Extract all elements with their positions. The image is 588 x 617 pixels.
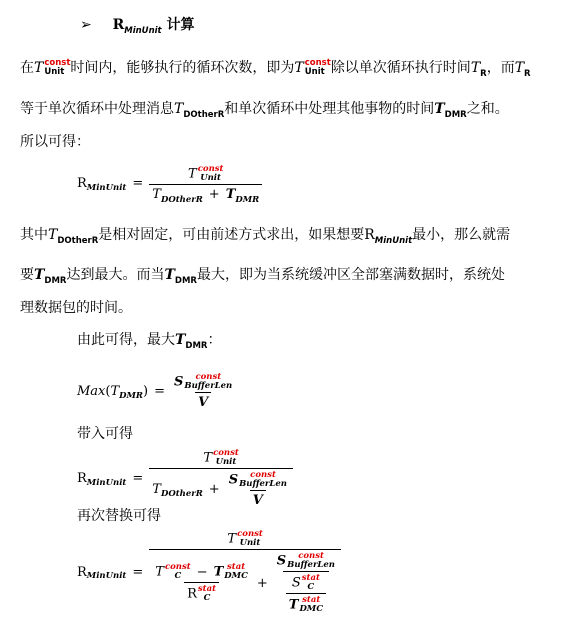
para-line-6: 理数据包的时间。 bbox=[20, 300, 132, 316]
equals-sign: = bbox=[132, 176, 144, 191]
text: 除以单次循环执行时间 bbox=[330, 60, 471, 76]
sub-C: C bbox=[203, 593, 211, 603]
var-R: R bbox=[77, 564, 87, 580]
fraction bbox=[149, 164, 262, 205]
var-T: T bbox=[470, 60, 481, 76]
var-T: T bbox=[434, 101, 445, 117]
minus-sign: − bbox=[196, 564, 208, 580]
var-T: T bbox=[514, 60, 525, 76]
sup-const: const bbox=[197, 164, 224, 174]
inner-fraction-3 bbox=[286, 574, 326, 614]
para-line-5 bbox=[20, 265, 505, 287]
sub-dotherr: DOtherR bbox=[160, 488, 203, 499]
para-line-7 bbox=[77, 330, 221, 352]
fraction bbox=[149, 449, 293, 508]
inner-fraction-1 bbox=[152, 563, 251, 603]
sub-unit: Unit bbox=[215, 457, 237, 467]
var-S: S bbox=[174, 374, 184, 390]
sub-dotherr: DOtherR bbox=[57, 236, 99, 246]
sub-minunit: MinUnit bbox=[86, 571, 127, 581]
text: 达到最大。而当 bbox=[66, 267, 165, 283]
sup-const: const bbox=[304, 58, 331, 68]
sub-dmr: DMR bbox=[444, 110, 467, 120]
var-V: V bbox=[195, 392, 211, 410]
sub-minunit: MinUnit bbox=[374, 236, 413, 246]
para-line-3: 所以可得： bbox=[20, 134, 90, 150]
para-line-9: 再次替换可得 bbox=[77, 508, 161, 524]
text: 要 bbox=[20, 267, 34, 283]
sup-stat: stat bbox=[301, 573, 320, 583]
bullet-arrow-icon: ➢ bbox=[80, 17, 92, 33]
sub-unit: Unit bbox=[44, 67, 65, 77]
var-T: T bbox=[152, 482, 161, 497]
var-T: T bbox=[203, 450, 213, 466]
sub-unit: Unit bbox=[200, 173, 221, 183]
sub-dmr: DMR bbox=[174, 276, 197, 286]
equals-sign: = bbox=[132, 564, 144, 580]
sub-C: C bbox=[307, 582, 315, 592]
var-T: T bbox=[164, 267, 175, 283]
text: 在 bbox=[20, 60, 34, 76]
var-T: T bbox=[34, 267, 45, 283]
sup-stat: stat bbox=[302, 595, 321, 605]
var-V: V bbox=[250, 490, 266, 508]
equation-3 bbox=[77, 449, 293, 508]
text: 最大，即为当系统缓冲区全部塞满数据时，系统处 bbox=[196, 267, 505, 283]
sup-const: const bbox=[250, 470, 276, 480]
var-T: T bbox=[213, 564, 224, 580]
var-S: S bbox=[228, 472, 239, 488]
sub-C: C bbox=[174, 571, 182, 581]
var-T: T bbox=[174, 101, 184, 117]
text: 最小，那么就需 bbox=[412, 227, 511, 243]
sup-stat: stat bbox=[226, 562, 246, 572]
var-T: T bbox=[155, 564, 164, 580]
text: ： bbox=[207, 332, 222, 348]
sub-dotherr: DOtherR bbox=[183, 110, 225, 120]
plus-sign: + bbox=[208, 187, 220, 202]
sub-bufferlen: BufferLen bbox=[184, 381, 233, 391]
text: 等于单次循环中处理消息 bbox=[20, 101, 174, 117]
sub-dmc: DMC bbox=[224, 571, 248, 581]
sub-dmc: DMC bbox=[299, 604, 323, 614]
section-heading bbox=[80, 15, 194, 37]
plus-sign: + bbox=[208, 482, 220, 497]
sub-dmr: DMR bbox=[235, 195, 260, 205]
equals-sign: = bbox=[154, 384, 165, 399]
sub-dotherr: DOtherR bbox=[160, 195, 203, 205]
equation-1 bbox=[77, 164, 262, 205]
var-T: T bbox=[152, 187, 161, 202]
sup-const: const bbox=[298, 551, 324, 561]
sub-unit: Unit bbox=[239, 538, 261, 548]
inner-fraction-2 bbox=[274, 552, 338, 614]
plus-sign: + bbox=[256, 575, 268, 591]
var-S: S bbox=[291, 575, 301, 591]
var-T: T bbox=[175, 332, 186, 348]
sup-stat: stat bbox=[197, 584, 217, 594]
var-T: T bbox=[288, 597, 299, 613]
sub-dmr: DMR bbox=[119, 390, 144, 401]
sub-bufferlen: BufferLen bbox=[287, 560, 335, 570]
var-R: R bbox=[77, 176, 87, 191]
sub-R: R bbox=[524, 69, 531, 79]
var-T: T bbox=[188, 166, 197, 182]
inner-fraction bbox=[226, 471, 290, 508]
sub-minunit: MinUnit bbox=[86, 477, 127, 488]
para-line-4 bbox=[20, 225, 510, 247]
para-line-8: 带入可得 bbox=[77, 426, 133, 442]
var-T: T bbox=[110, 384, 120, 399]
sup-const: const bbox=[44, 58, 71, 68]
sup-const: const bbox=[213, 448, 239, 458]
var-T: T bbox=[294, 60, 304, 76]
var-S: S bbox=[276, 553, 287, 569]
sub-minunit: MinUnit bbox=[86, 182, 127, 193]
para-line-1 bbox=[20, 58, 531, 80]
max-func: Max bbox=[77, 384, 106, 399]
var-T: T bbox=[48, 227, 58, 243]
var-T: T bbox=[227, 531, 237, 547]
heading-text: 计算 bbox=[166, 17, 195, 33]
sub-dmr: DMR bbox=[44, 276, 67, 286]
fraction bbox=[171, 373, 235, 410]
para-line-2 bbox=[20, 99, 509, 121]
var-T: T bbox=[225, 187, 236, 202]
equation-4 bbox=[77, 530, 341, 614]
sub-bufferlen: BufferLen bbox=[239, 479, 287, 489]
var-T: T bbox=[34, 60, 44, 76]
sub-R: R bbox=[480, 69, 487, 79]
equation-2: Max ( T DMR ) = S const BufferLen V bbox=[77, 373, 235, 410]
text: 和单次循环中处理其他事物的时间 bbox=[224, 101, 435, 117]
text: ，而 bbox=[486, 60, 515, 76]
text: 时间内，能够执行的循环次数，即为 bbox=[70, 60, 295, 76]
sup-const: const bbox=[237, 529, 263, 539]
var-R: R bbox=[77, 471, 87, 486]
equals-sign: = bbox=[132, 471, 144, 486]
text: 是相对固定，可由前述方式求出，如果想要 bbox=[98, 227, 365, 243]
fraction bbox=[149, 530, 341, 614]
text: 由此可得，最大 bbox=[77, 332, 175, 348]
var-R: R bbox=[187, 586, 197, 602]
heading-sub: MinUnit bbox=[124, 26, 162, 36]
sub-dmr: DMR bbox=[185, 341, 208, 351]
sub-unit: Unit bbox=[304, 67, 325, 77]
heading-R: R bbox=[112, 17, 125, 33]
sup-const: const bbox=[195, 372, 222, 382]
sup-const: const bbox=[164, 562, 191, 572]
text: 之和。 bbox=[466, 101, 509, 117]
text: 其中 bbox=[20, 227, 48, 243]
var-R: R bbox=[364, 227, 375, 243]
